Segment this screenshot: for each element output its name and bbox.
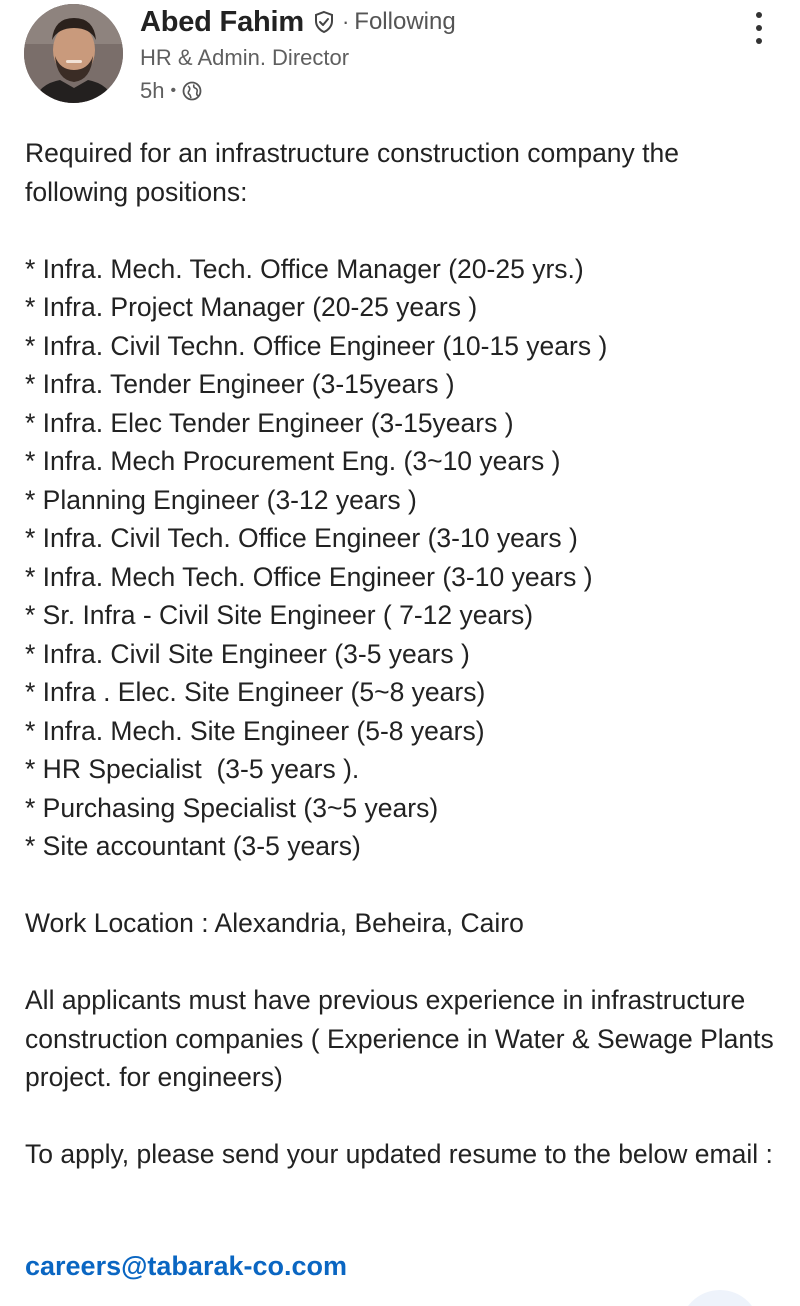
position-item: * HR Specialist (3-5 years ). bbox=[25, 754, 360, 784]
position-item: * Sr. Infra - Civil Site Engineer ( 7-12 years) bbox=[25, 600, 534, 630]
careers-email-link[interactable]: careers@tabarak-co.com bbox=[25, 1251, 347, 1281]
more-dot-icon bbox=[756, 25, 762, 31]
position-item: * Infra. Civil Tech. Office Engineer (3-10 years ) bbox=[25, 523, 578, 553]
more-options-button[interactable] bbox=[744, 10, 774, 46]
more-dot-icon bbox=[756, 38, 762, 44]
work-location: Work Location : Alexandria, Beheira, Cairo bbox=[25, 908, 524, 938]
position-item: * Infra. Mech Tech. Office Engineer (3-10 years ) bbox=[25, 561, 593, 592]
position-item: * Infra. Mech. Tech. Office Manager (20-25 yrs.) bbox=[25, 253, 584, 284]
position-item: * Infra. Project Manager (20-25 years ) bbox=[25, 292, 478, 322]
post-body bbox=[25, 134, 785, 1174]
post-meta bbox=[140, 78, 202, 104]
separator-dot: · bbox=[341, 9, 350, 34]
author-headline: HR & Admin. Director bbox=[140, 45, 350, 70]
paragraph-gap bbox=[25, 943, 785, 982]
author-row bbox=[140, 2, 456, 42]
positions-list bbox=[25, 250, 785, 866]
position-item: * Infra. Elec Tender Engineer (3-15years ) bbox=[25, 407, 514, 438]
post-time: 5h bbox=[140, 78, 165, 103]
position-item: * Infra. Mech. Site Engineer (5-8 years) bbox=[25, 715, 485, 746]
position-item: * Planning Engineer (3-12 years ) bbox=[25, 484, 417, 515]
floating-button-edge bbox=[680, 1290, 760, 1306]
avatar[interactable] bbox=[24, 4, 123, 103]
position-item: * Infra. Mech Procurement Eng. (3~10 years ) bbox=[25, 446, 561, 476]
position-item: * Infra. Civil Site Engineer (3-5 years ) bbox=[25, 638, 470, 669]
paragraph-gap bbox=[25, 1097, 785, 1136]
post-intro: Required for an infrastructure construction company the following positions: bbox=[25, 138, 687, 207]
author-name[interactable]: Abed Fahim bbox=[140, 5, 304, 38]
verified-shield-icon bbox=[312, 10, 336, 34]
position-item: * Infra. Civil Techn. Office Engineer (10-15 years ) bbox=[25, 330, 608, 361]
position-item: * Purchasing Specialist (3~5 years) bbox=[25, 792, 439, 823]
position-item: * Infra. Tender Engineer (3-15years ) bbox=[25, 369, 455, 399]
paragraph-gap bbox=[25, 211, 785, 250]
experience-requirement: All applicants must have previous experience in infrastructure construction companies ( Experience in Water & Sewage Plants project. for engineers) bbox=[25, 985, 782, 1092]
following-status[interactable]: Following bbox=[354, 8, 456, 35]
profile-photo bbox=[24, 4, 123, 103]
position-item: * Site accountant (3-5 years) bbox=[25, 831, 361, 861]
more-dot-icon bbox=[756, 12, 762, 18]
apply-instructions: To apply, please send your updated resume to the below email : bbox=[25, 1139, 773, 1169]
paragraph-gap bbox=[25, 866, 785, 905]
position-item: * Infra . Elec. Site Engineer (5~8 years) bbox=[25, 677, 486, 707]
globe-icon bbox=[182, 81, 202, 101]
meta-dot: • bbox=[170, 82, 177, 99]
